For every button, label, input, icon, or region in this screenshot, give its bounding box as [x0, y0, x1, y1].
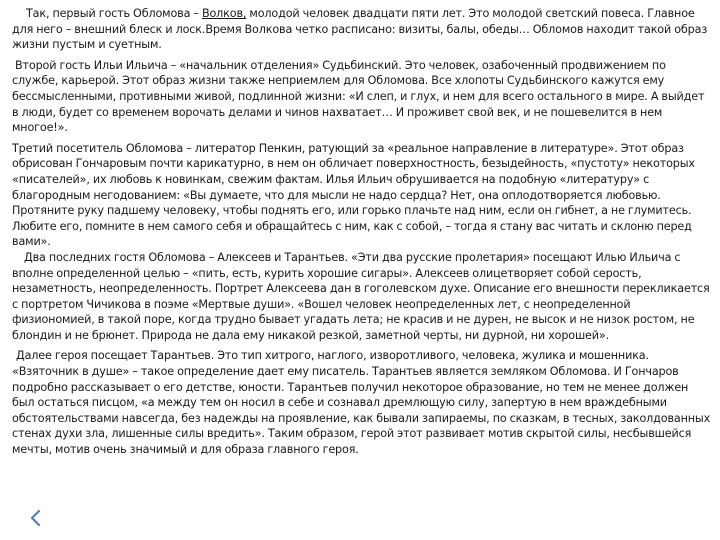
arrow-left-icon[interactable] [30, 510, 40, 526]
paragraph-volkov-intro: Так, первый гость Обломова – [26, 7, 202, 20]
paragraph-volkov [12, 6, 712, 53]
paragraph-volkov-body: молодой человек двадцати пяти лет. Это молодой светский повеса. Главное для него – внешний блеск и лоск.Время Волкова четко расписано: визиты, балы, обеды… Обломов находит такой образ жизни пустым и суетным. [12, 7, 708, 52]
paragraph-penkin: Третий посетитель Обломова – литератор Пенкин, ратующий за «реальное направление в литературе». Этот образ обрисован Гончаровым почти карикатурно, в нем он обличает поверхностность, безыдейность, «пустоту» некоторых «писателей», их любовь к новинкам, свежим фактам. Илья Ильич обрушивается на подобную «литературу» с благородным негодованием: «Вы думаете, что для мысли не надо сердца? Нет, она оплодотворяется любовью. Протяните руку падшему человеку, чтобы поднять его, или горько плачьте над ним, если он гибнет, а не глумитесь. Любите его, помните в нем самого себя и обращайтесь с ним, как с собой, – тогда я стану вас читать и склоню перед вами». [12, 141, 695, 249]
paragraph-tarantiev: Далее героя посещает Тарантьев. Это тип хитрого, наглого, изворотливого, человека, жулика и мошенника. «Взяточник в душе» – такое определение дает ему писатель. Тарантьев является земляком Обломова. И Гончаров подробно рассказывает о его детстве, юности. Тарантьев получил некоторое образование, но тем не менее должен был остаться писцом, «а между тем он носил в себе и сознавал дремлющую силу, запертую в нем враждебными обстоятельствами навсегда, без надежды на проявление, как бывали запираемы, по сказкам, в тесных, заколдованных стенах духи зла, лишенные силы вредить». Таким образом, герой этот развивает мотив скрытой силы, несбывшейся мечты, мотив очень значимый и для образа главного героя. [12, 349, 711, 457]
paragraph-sudbinsky: Второй гость Ильи Ильича – «начальник отделения» Судьбинский. Это человек, озабоченный продвижением по службе, карьерой. Этот образ жизни также неприемлем для Обломова. Все хлопоты Судьбинского кажутся ему бессмысленными, противными живой, подлинной жизни: «И слеп, и глух, и нем для всего остального в мире. А выйдет в люди, будет со временем ворочать делами и чинов нахватает… И проживет свой век, и не пошевелится в нем многое!». [12, 58, 705, 135]
paragraph-alekseev: Два последних гостя Обломова – Алексеев и Тарантьев. «Эти два русские пролетария» посещают Илью Ильича с вполне определенной целью – «пить, есть, курить хорошие сигары». Алексеев олицетворяет собой серость, незаметность, неопределенность. Портрет Алексеева дан в гоголевском духе. Описание его внешности перекликается с портретом Чичикова в поэме «Мертвые души». «Вошел человек неопределенных лет, с неопределенной физиономией, в такой поре, когда трудно бывает угадать лета; не красив и не дурен, не высок и не низок ростом, не блондин и не брюнет. Природа не дала ему никакой резкой, заметной черты, ни дурной, ни хорошей». [12, 250, 710, 342]
volkov-link[interactable]: Волков, [201, 7, 247, 20]
